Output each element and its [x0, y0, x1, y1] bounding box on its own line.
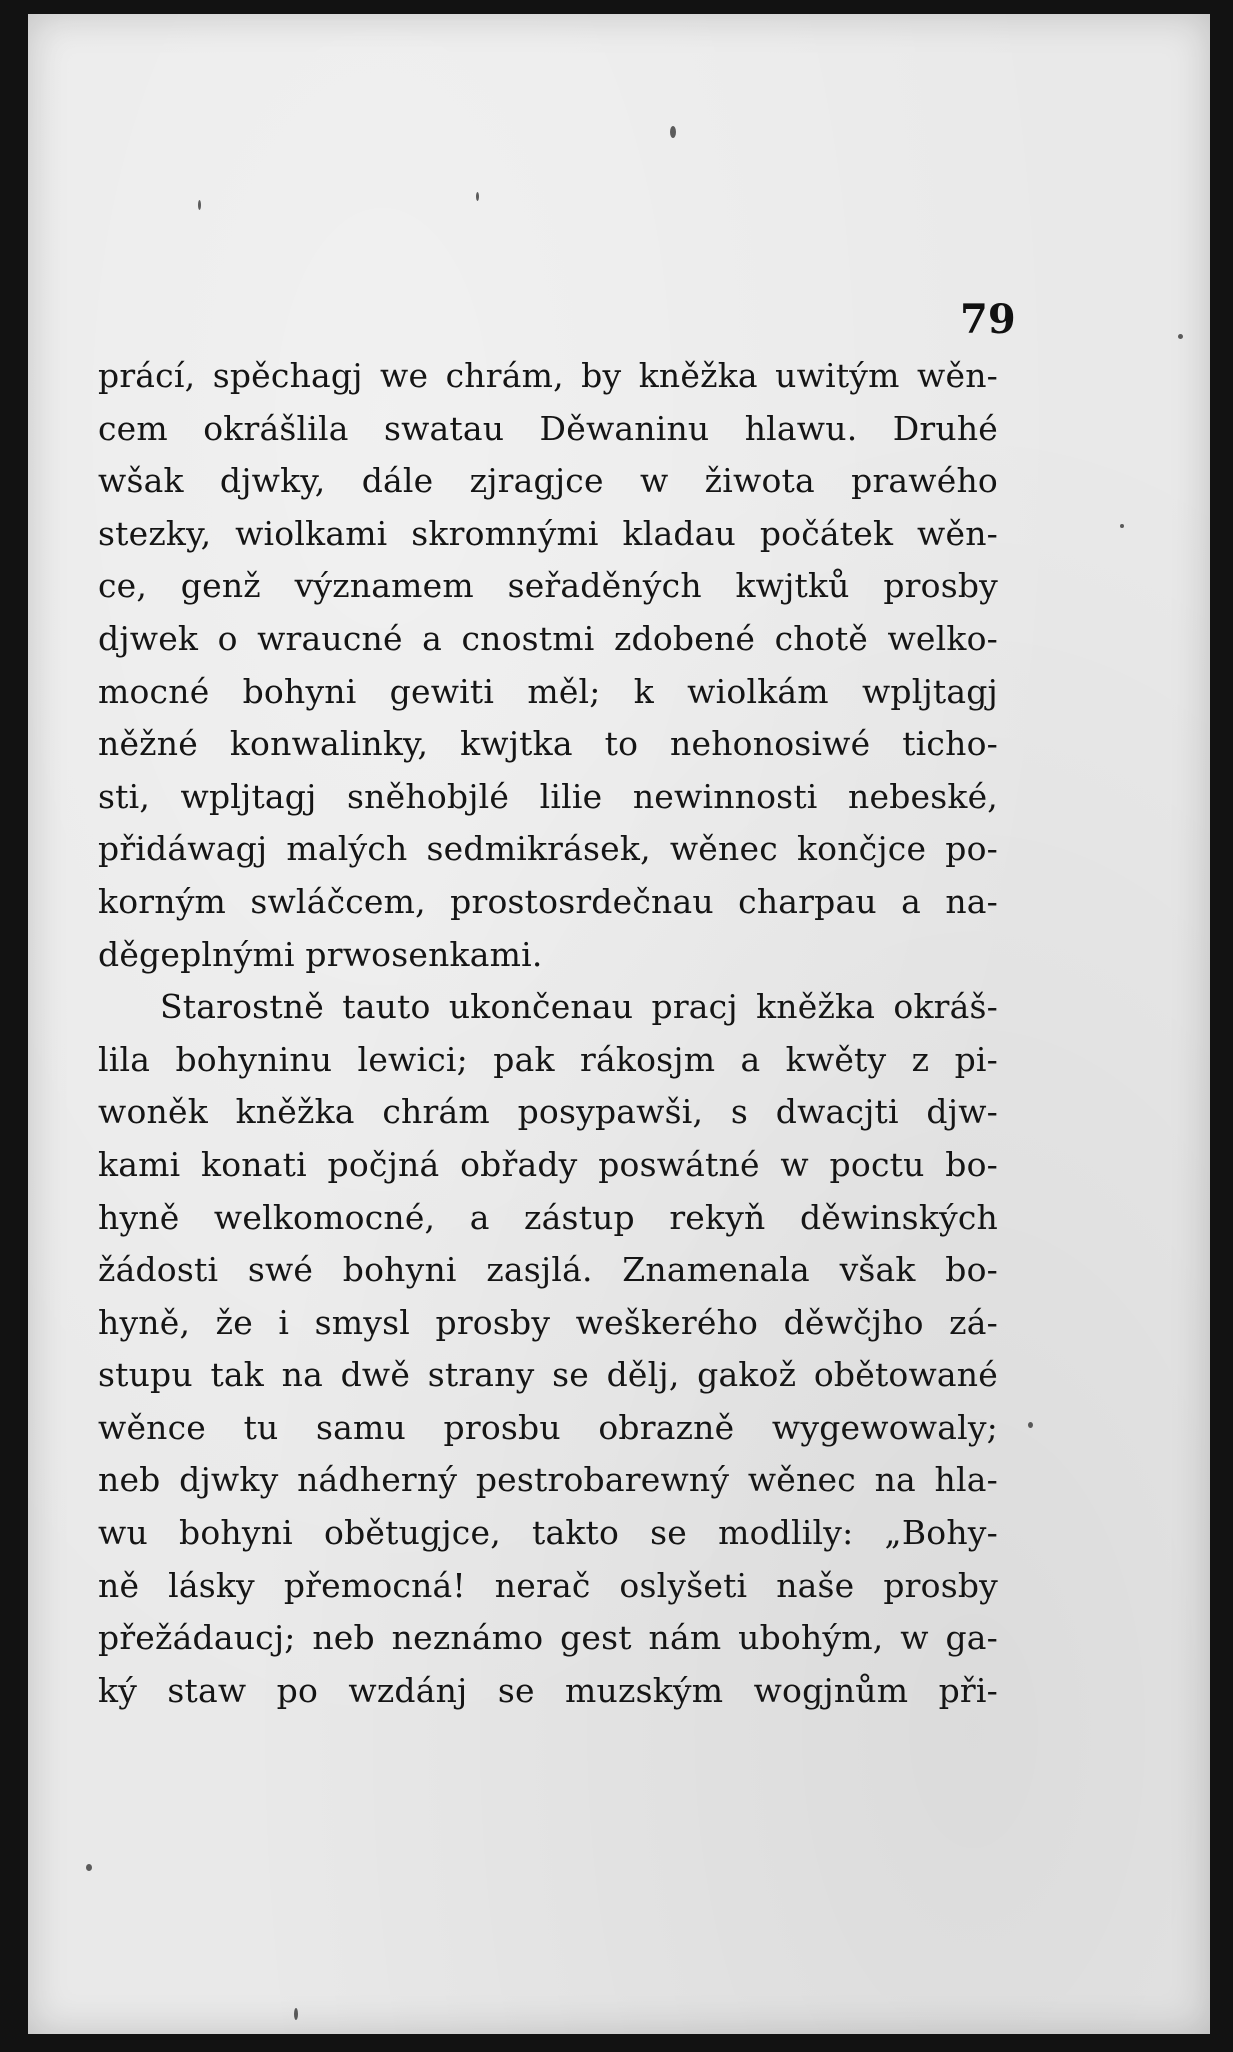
text-line: korným swláčcem, prostosrdečnau charpau a na-	[98, 881, 998, 921]
text-line: wěnce tu samu prosbu obrazně wygewowaly;	[98, 1407, 998, 1447]
text-line: hyně welkomocné, a zástup rekyň děwinských	[98, 1197, 998, 1237]
text-line: mocné bohyni gewiti měl; k wiolkám wpljtagj	[98, 671, 998, 711]
text-line: přidáwagj malých sedmikrásek, wěnec končjce po-	[98, 829, 998, 869]
ink-speck	[670, 126, 676, 138]
text-line: kami konati počjná obřady poswátné w poctu bo-	[98, 1144, 998, 1184]
ink-speck	[476, 192, 479, 201]
text-line: lila bohyninu lewici; pak rákosjm a kwěty z pi-	[98, 1039, 998, 1079]
text-line: ce, genž významem seřaděných kwjtků prosby	[98, 566, 998, 606]
text-line: žádosti swé bohyni zasjlá. Znamenala však bo-	[98, 1250, 998, 1290]
text-line: woněk kněžka chrám posypawši, s dwacjti djw-	[98, 1092, 998, 1132]
body-text	[98, 350, 998, 1717]
text-line: ký staw po wzdánj se muzským wogjnům při-	[98, 1670, 998, 1710]
text-line: prácí, spěchagj we chrám, by kněžka uwitým wěn-	[98, 356, 998, 395]
ink-speck	[198, 200, 201, 210]
paragraph-end-line: děgeplnými prwosenkami.	[98, 934, 543, 974]
paragraph-start-line: Starostně tauto ukončenau pracj kněžka okráš-	[160, 987, 998, 1027]
text-line: cem okrášlila swatau Děwaninu hlawu. Druhé	[98, 408, 998, 448]
text-line: wšak djwky, dále zjragjce w žiwota prawého	[98, 461, 998, 501]
ink-speck	[1178, 334, 1183, 339]
text-line: wu bohyni obětugjce, takto se modlily: „Bohy-	[98, 1513, 998, 1553]
text-line: přežádaucj; neb neznámo gest nám ubohým, w ga-	[98, 1618, 998, 1658]
text-line: stezky, wiolkami skromnými kladau počátek wěn-	[98, 513, 998, 553]
ink-speck	[86, 1864, 92, 1871]
text-line: djwek o wraucné a cnostmi zdobené chotě welko-	[98, 618, 998, 658]
ink-speck	[1120, 524, 1124, 528]
text-line: neb djwky nádherný pestrobarewný wěnec na hla-	[98, 1460, 998, 1500]
text-line: sti, wpljtagj sněhobjlé lilie newinnosti nebeské,	[98, 776, 998, 816]
text-line: stupu tak na dwě strany se dělj, gakož obětowané	[98, 1355, 998, 1395]
ink-speck	[294, 2008, 298, 2020]
text-line: něžné konwalinky, kwjtka to nehonosiwé ticho-	[98, 724, 998, 764]
text-line: ně lásky přemocná! nerač oslyšeti naše prosby	[98, 1565, 998, 1605]
ink-speck	[1028, 1422, 1033, 1428]
page-number: 79	[960, 296, 1016, 343]
text-line: hyně, že i smysl prosby weškerého děwčjho zá-	[98, 1302, 998, 1342]
